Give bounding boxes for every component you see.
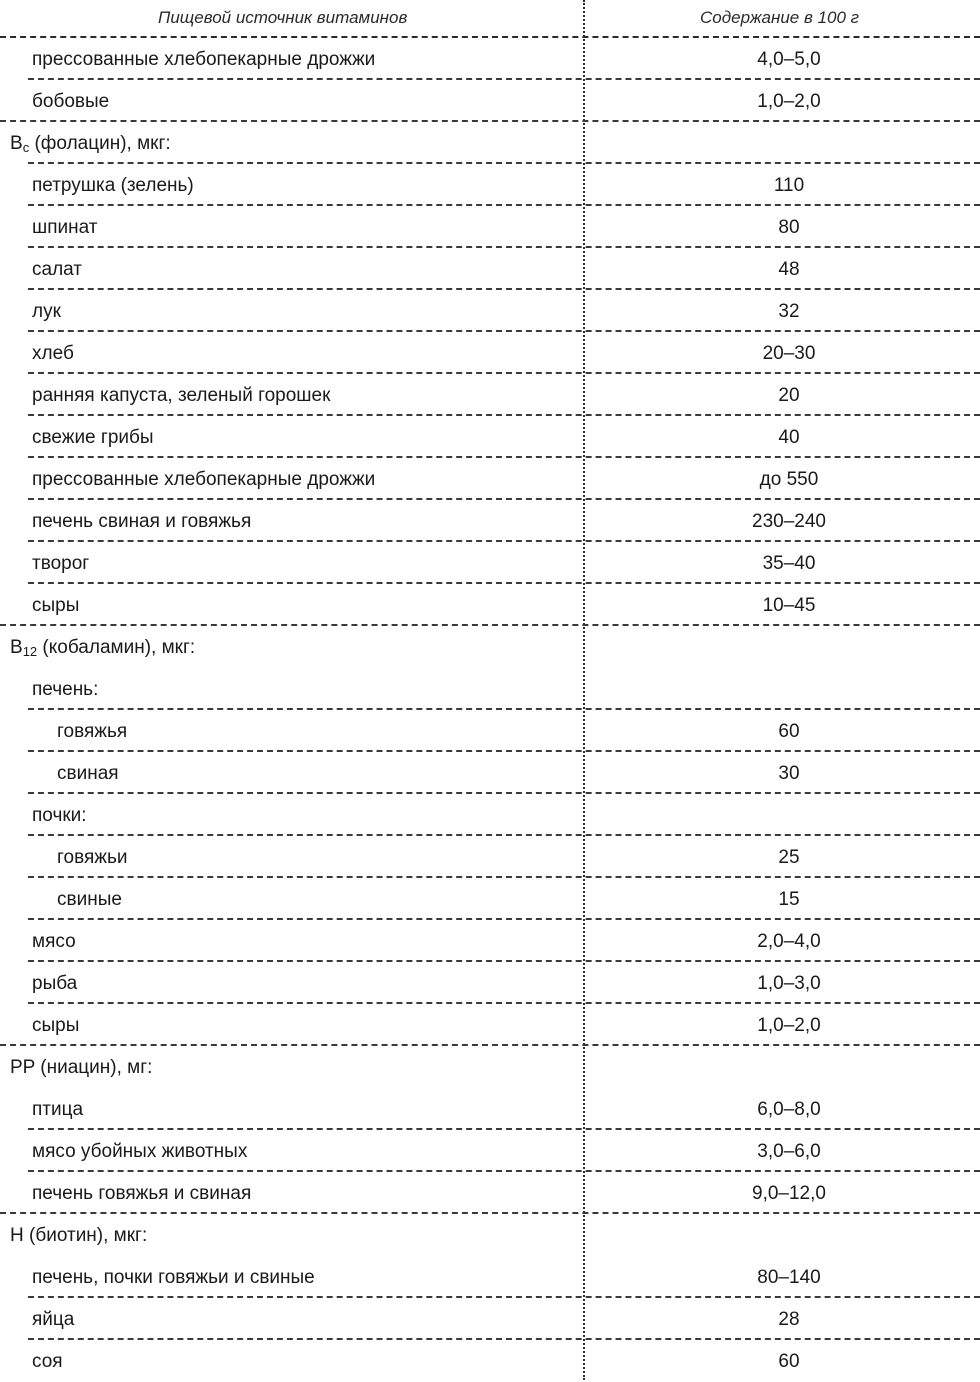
content-value: 230–240 — [752, 511, 826, 532]
content-value: 60 — [778, 721, 800, 742]
food-source-label: сыры — [32, 1015, 80, 1036]
food-source-label: печень говяжья и свиная — [32, 1183, 252, 1204]
vitamin-name-unit: (фолацин), мкг: — [29, 133, 171, 154]
content-value: 25 — [778, 847, 800, 868]
table-row — [0, 1256, 980, 1298]
header-content-column: Содержание в 100 г — [700, 8, 860, 27]
content-value: до 550 — [759, 469, 819, 490]
content-value: 1,0–2,0 — [757, 1015, 821, 1036]
vitamin-name-unit: (кобаламин), мкг: — [37, 637, 196, 658]
food-source-label: свиные — [57, 889, 122, 910]
food-source-label: прессованные хлебопекарные дрожжи — [32, 469, 376, 490]
table-row — [0, 332, 980, 374]
content-value: 48 — [778, 259, 800, 280]
table-row — [0, 920, 980, 962]
vitamin-category-row — [0, 1214, 980, 1256]
food-source-label: лук — [32, 301, 61, 322]
food-source-label: рыба — [32, 973, 78, 994]
table-row — [0, 1172, 980, 1214]
vitamin-category-label — [10, 1225, 147, 1247]
table-row — [0, 752, 980, 794]
table-row — [0, 248, 980, 290]
table-row — [0, 1004, 980, 1046]
food-source-label: шпинат — [32, 217, 98, 238]
content-value: 110 — [773, 175, 805, 196]
vitamin-name-unit: (ниацин), мг: — [35, 1057, 153, 1078]
content-value: 20–30 — [762, 343, 816, 364]
vitamin-category-label — [10, 133, 171, 155]
content-value: 10–45 — [762, 595, 816, 616]
table-row — [0, 164, 980, 206]
table-row — [0, 710, 980, 752]
food-source-label: печень, почки говяжьи и свиные — [32, 1267, 315, 1288]
table-row — [0, 80, 980, 122]
food-source-label: соя — [32, 1351, 63, 1372]
food-source-label: почки: — [32, 805, 87, 826]
table-row — [0, 836, 980, 878]
vitamin-symbol: PP — [10, 1057, 36, 1078]
food-source-label: яйца — [32, 1309, 75, 1330]
table-row — [0, 794, 980, 836]
table-row — [0, 290, 980, 332]
content-value: 1,0–3,0 — [757, 973, 821, 994]
content-value: 80 — [778, 217, 800, 238]
table-row — [0, 416, 980, 458]
content-value: 60 — [778, 1351, 800, 1372]
table-row — [0, 962, 980, 1004]
table-row — [0, 374, 980, 416]
content-value: 80–140 — [757, 1267, 821, 1288]
content-value: 35–40 — [762, 553, 816, 574]
food-source-label: сыры — [32, 595, 80, 616]
table-row — [0, 500, 980, 542]
food-source-label: бобовые — [32, 91, 110, 112]
header-source-column: Пищевой источник витаминов — [158, 8, 408, 27]
vitamin-subscript: c — [22, 140, 30, 155]
food-source-label: хлеб — [32, 343, 74, 364]
table-row — [0, 1340, 980, 1382]
food-source-label: свиная — [57, 763, 119, 784]
content-value: 28 — [778, 1309, 800, 1330]
table-row — [0, 542, 980, 584]
content-value: 3,0–6,0 — [757, 1141, 821, 1162]
food-source-label: печень свиная и говяжья — [32, 511, 252, 532]
food-source-label: творог — [32, 553, 90, 574]
table-row — [0, 38, 980, 80]
table-row — [0, 1298, 980, 1340]
vitamin-category-label — [10, 637, 195, 659]
food-source-label: говяжьи — [57, 847, 128, 868]
table-row — [0, 1088, 980, 1130]
vitamin-category-label — [10, 1057, 152, 1079]
food-source-label: печень: — [32, 679, 99, 700]
table-row — [0, 668, 980, 710]
content-value: 30 — [778, 763, 800, 784]
table-row — [0, 458, 980, 500]
table-row — [0, 206, 980, 248]
food-source-label: прессованные хлебопекарные дрожжи — [32, 49, 376, 70]
food-source-label: мясо убойных животных — [32, 1141, 248, 1162]
content-value: 6,0–8,0 — [757, 1099, 821, 1120]
food-source-label: говяжья — [57, 721, 128, 742]
content-value: 9,0–12,0 — [752, 1183, 826, 1204]
vitamin-name-unit: (биотин), мкг: — [23, 1225, 148, 1246]
content-value: 32 — [778, 301, 800, 322]
food-source-label: ранняя капуста, зеленый горошек — [32, 385, 331, 406]
content-value: 40 — [778, 427, 800, 448]
vitamin-symbol: B — [10, 637, 23, 658]
content-value: 2,0–4,0 — [757, 931, 821, 952]
table-header — [0, 0, 980, 36]
vitamin-category-row — [0, 1046, 980, 1088]
food-source-label: петрушка (зелень) — [32, 175, 194, 196]
content-value: 1,0–2,0 — [757, 91, 821, 112]
vitamin-symbol: B — [10, 133, 23, 154]
content-value: 15 — [778, 889, 800, 910]
table-row — [0, 584, 980, 626]
vitamin-category-row — [0, 626, 980, 668]
table-body — [0, 38, 980, 1382]
vitamin-category-row — [0, 122, 980, 164]
content-value: 20 — [778, 385, 800, 406]
vitamin-symbol: H — [10, 1225, 24, 1246]
table-row — [0, 878, 980, 920]
table-row — [0, 1130, 980, 1172]
food-source-label: птица — [32, 1099, 84, 1120]
vitamin-subscript: 12 — [22, 644, 38, 659]
food-source-label: свежие грибы — [32, 427, 154, 448]
food-source-label: салат — [32, 259, 83, 280]
content-value: 4,0–5,0 — [757, 49, 821, 70]
food-source-label: мясо — [32, 931, 76, 952]
